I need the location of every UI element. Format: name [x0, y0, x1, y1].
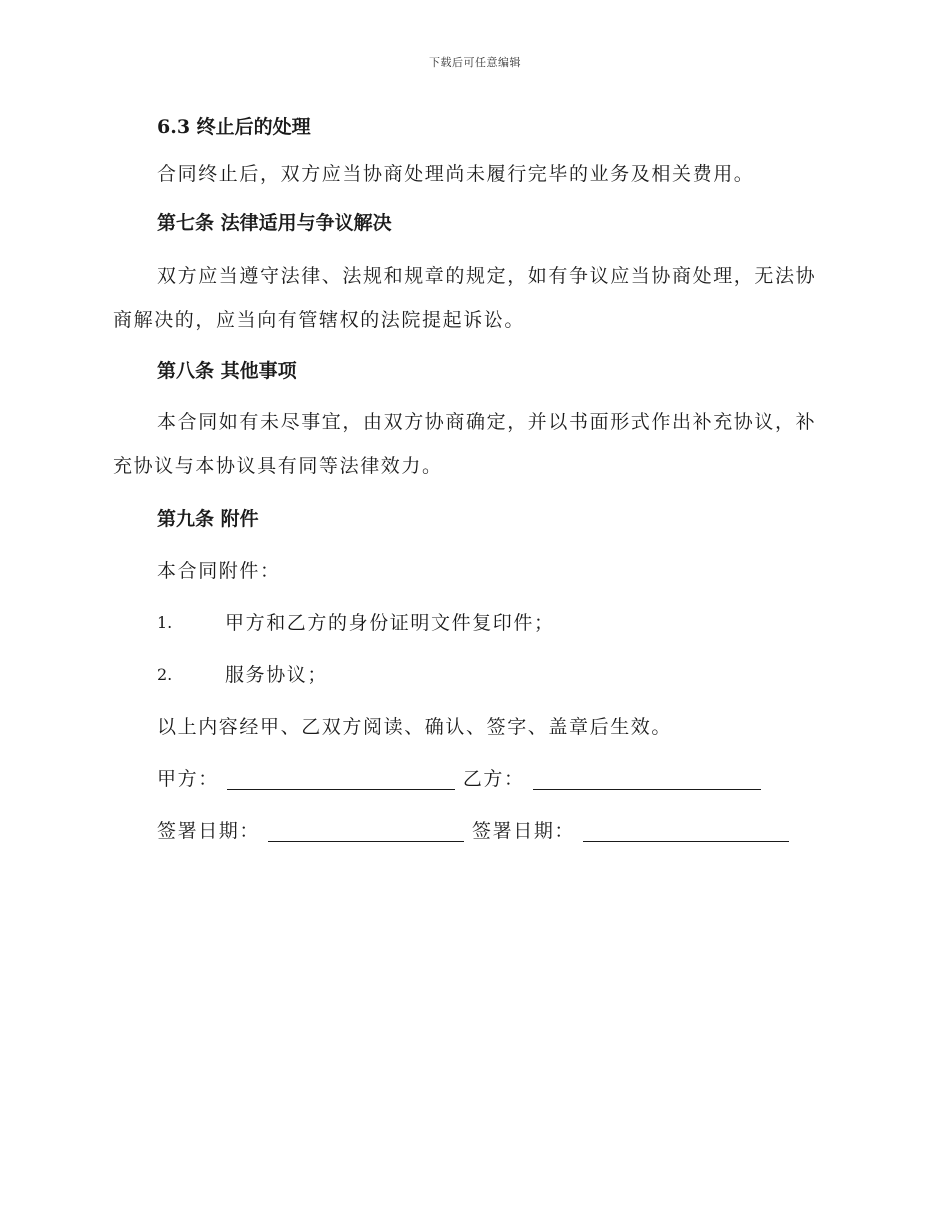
date-b-label: 签署日期：: [472, 820, 576, 842]
article-7-body: 双方应当遵守法律、法规和规章的规定，如有争议应当协商处理，无法协商解决的，应当向有管辖权的法院提起诉讼。: [113, 265, 817, 331]
section-6-3-body: 合同终止后，双方应当协商处理尚未履行完毕的业务及相关费用。: [157, 163, 755, 185]
article-9-intro: 本合同附件：: [157, 560, 281, 582]
effective-statement: 以上内容经甲、乙双方阅读、确认、签字、盖章后生效。: [157, 716, 673, 738]
date-a-line[interactable]: [268, 819, 464, 842]
attachment-text: 服务协议；: [225, 664, 329, 686]
article-9-heading: 第九条 附件: [157, 508, 259, 530]
date-b-line[interactable]: [583, 819, 789, 842]
article-7-heading: 第七条 法律适用与争议解决: [157, 212, 392, 234]
article-8-body: 本合同如有未尽事宜，由双方协商确定，并以书面形式作出补充协议，补充协议与本协议具有同等法律效力。: [113, 411, 817, 477]
party-b-signature-line[interactable]: [533, 767, 761, 790]
attachment-number: 1.: [157, 613, 173, 632]
party-a-label: 甲方：: [157, 768, 219, 790]
party-b-label: 乙方：: [462, 768, 525, 790]
attachment-text: 甲方和乙方的身份证明文件复印件；: [225, 612, 555, 634]
attachment-item-2: [113, 660, 835, 690]
attachment-number: 2.: [157, 665, 173, 684]
page-header: 下载后可任意编辑: [429, 56, 521, 69]
party-a-signature-line[interactable]: [227, 767, 455, 790]
date-a-label: 签署日期：: [157, 820, 261, 842]
attachment-item-1: [113, 608, 835, 638]
document-body: [113, 112, 835, 846]
section-6-3-heading: 6.3 终止后的处理: [157, 116, 311, 138]
party-signature-row: [113, 764, 835, 794]
date-signature-row: [113, 816, 835, 846]
article-8-heading: 第八条 其他事项: [157, 360, 297, 382]
